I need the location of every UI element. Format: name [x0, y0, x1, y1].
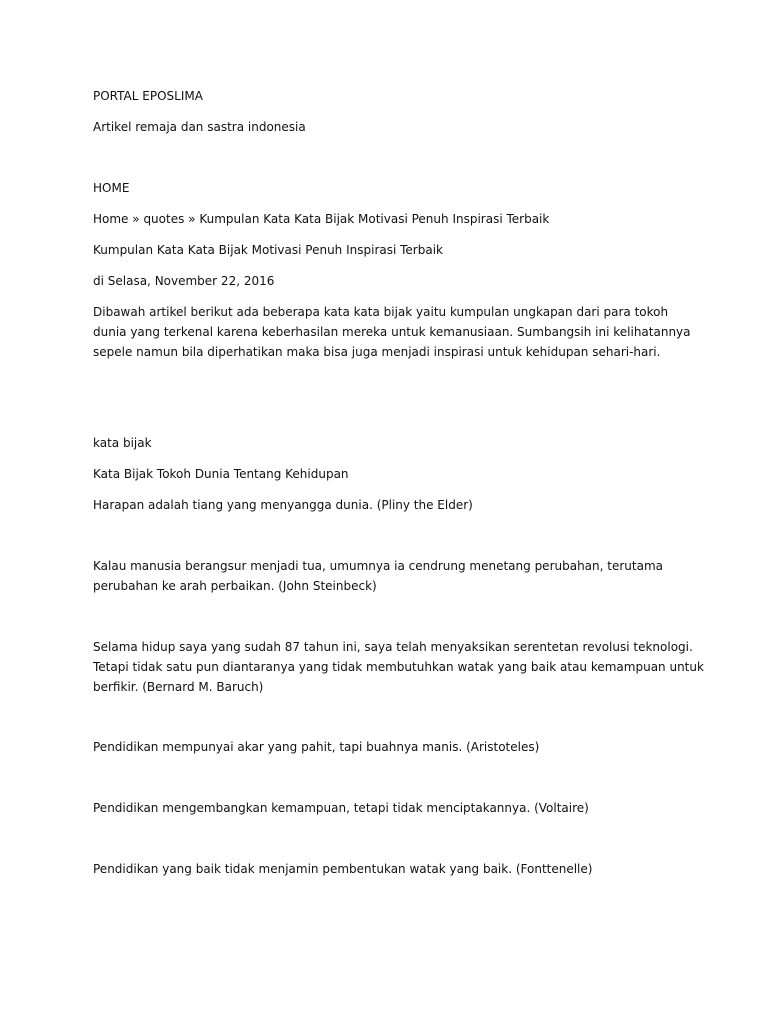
section-heading: Kata Bijak Tokoh Dunia Tentang Kehidupan — [93, 467, 349, 481]
quote-line: perubahan ke arah perbaikan. (John Steinbeck) — [93, 579, 377, 593]
intro-line: Dibawah artikel berikut ada beberapa kata kata bijak yaitu kumpulan ungkapan dari para tokoh — [93, 305, 669, 319]
quote-line: Pendidikan mengembangkan kemampuan, tetapi tidak menciptakannya. (Voltaire) — [93, 801, 589, 815]
breadcrumb-separator: » — [132, 212, 140, 226]
quote-item — [93, 798, 693, 818]
breadcrumb-current: Kumpulan Kata Kata Bijak Motivasi Penuh Inspirasi Terbaik — [199, 212, 550, 226]
quote-item — [93, 737, 693, 757]
nav-home-link[interactable]: HOME — [93, 181, 130, 195]
quote-item — [93, 637, 704, 697]
quote-line: Kalau manusia berangsur menjadi tua, umumnya ia cendrung menetang perubahan, terutama — [93, 559, 663, 573]
breadcrumb — [93, 209, 693, 229]
quote-item — [93, 556, 693, 596]
site-title[interactable]: PORTAL EPOSLIMA — [93, 89, 203, 103]
image-alt-text: kata bijak — [93, 436, 152, 450]
quote-line: Harapan adalah tiang yang menyangga dunia. (Pliny the Elder) — [93, 498, 473, 512]
quote-line: berfikir. (Bernard M. Baruch) — [93, 680, 264, 694]
site-tagline: Artikel remaja dan sastra indonesia — [93, 120, 306, 134]
breadcrumb-home-link[interactable]: Home — [93, 212, 129, 226]
quote-line: Pendidikan yang baik tidak menjamin pembentukan watak yang baik. (Fonttenelle) — [93, 862, 593, 876]
article-title: Kumpulan Kata Kata Bijak Motivasi Penuh Inspirasi Terbaik — [93, 243, 443, 257]
quote-line: Pendidikan mempunyai akar yang pahit, tapi buahnya manis. (Aristoteles) — [93, 740, 540, 754]
quote-line: Selama hidup saya yang sudah 87 tahun ini, saya telah menyaksikan serentetan revolusi teknologi. — [93, 640, 693, 654]
article-intro — [93, 302, 693, 362]
quote-line: Tetapi tidak satu pun diantaranya yang tidak membutuhkan watak yang baik atau kemampuan untuk — [93, 660, 704, 674]
breadcrumb-separator: » — [188, 212, 196, 226]
intro-line: dunia yang terkenal karena keberhasilan mereka untuk kemanusiaan. Sumbangsih ini kelihatannya — [93, 325, 691, 339]
intro-line: sepele namun bila diperhatikan maka bisa juga menjadi inspirasi untuk kehidupan sehari-hari. — [93, 345, 661, 359]
article-date: di Selasa, November 22, 2016 — [93, 274, 275, 288]
breadcrumb-category-link[interactable]: quotes — [143, 212, 185, 226]
quote-item — [93, 495, 693, 515]
quote-item — [93, 859, 693, 879]
